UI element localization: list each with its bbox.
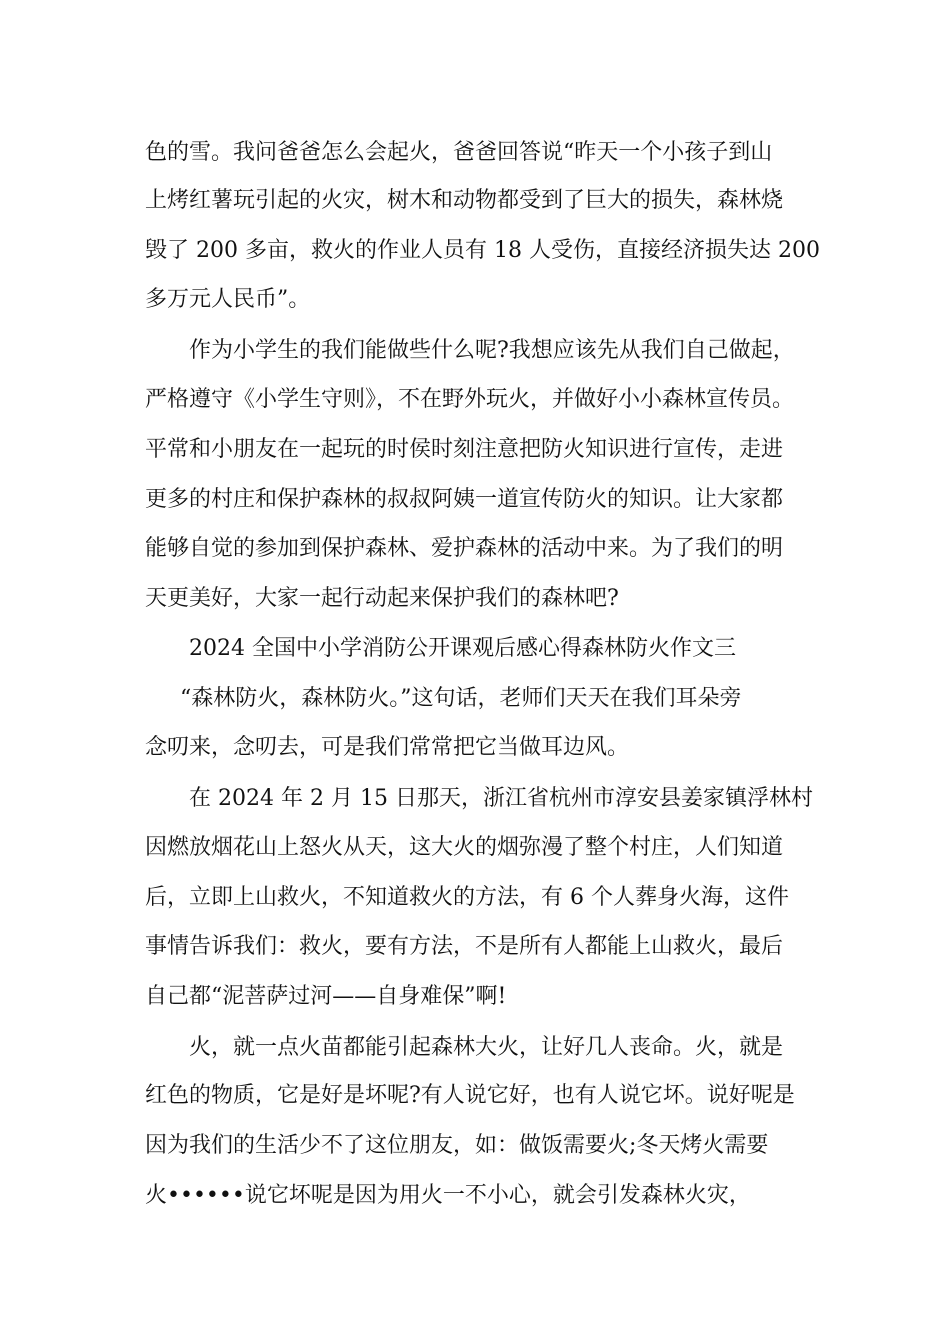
paragraph-first-line: “森林防火，森林防火。”这句话，老师们天天在我们耳朵旁 [180,686,742,711]
text-line: 红色的物质，它是好是坏呢?有人说它好，也有人说它坏。说好呢是 [145,1083,795,1108]
text-line: 多万元人民币”。 [145,287,311,312]
paragraph-first-line: 作为小学生的我们能做些什么呢?我想应该先从我们自己做起， [189,338,795,363]
text-line: 火••••••说它坏呢是因为用火一不小心，就会引发森林火灾， [145,1183,751,1208]
section-heading: 2024 全国中小学消防公开课观后感心得森林防火作文三 [189,636,736,661]
text-line: 事情告诉我们：救火，要有方法，不是所有人都能上山救火，最后 [145,934,784,959]
text-line: 因燃放烟花山上怒火从天，这大火的烟弥漫了整个村庄，人们知道 [145,835,784,860]
paragraph-first-line: 在 2024 年 2 月 15 日那天，浙江省杭州市淳安县姜家镇浮林村 [189,786,813,811]
text-line: 自己都“泥菩萨过河——自身难保”啊! [145,984,507,1009]
text-line: 后，立即上山救火，不知道救火的方法，有 6 个人葬身火海，这件 [145,885,789,910]
text-line: 色的雪。我问爸爸怎么会起火，爸爸回答说“昨天一个小孩子到山 [145,140,773,165]
text-line: 更多的村庄和保护森林的叔叔阿姨一道宣传防火的知识。让大家都 [145,487,784,512]
text-line: 上烤红薯玩引起的火灾，树木和动物都受到了巨大的损失，森林烧 [145,188,784,213]
text-line: 念叨来，念叨去，可是我们常常把它当做耳边风。 [145,735,630,760]
text-line: 天更美好，大家一起行动起来保护我们的森林吧? [145,586,619,611]
text-line: 能够自觉的参加到保护森林、爱护森林的活动中来。为了我们的明 [145,536,784,561]
text-line: 毁了 200 多亩，救火的作业人员有 18 人受伤，直接经济损失达 200 [145,238,820,263]
text-line: 平常和小朋友在一起玩的时侯时刻注意把防火知识进行宣传，走进 [145,437,784,462]
paragraph-first-line: 火，就一点火苗都能引起森林大火，让好几人丧命。火，就是 [189,1035,784,1060]
text-line: 严格遵守《小学生守则》，不在野外玩火，并做好小小森林宣传员。 [145,387,795,412]
text-line: 因为我们的生活少不了这位朋友，如：做饭需要火;冬天烤火需要 [145,1133,769,1158]
